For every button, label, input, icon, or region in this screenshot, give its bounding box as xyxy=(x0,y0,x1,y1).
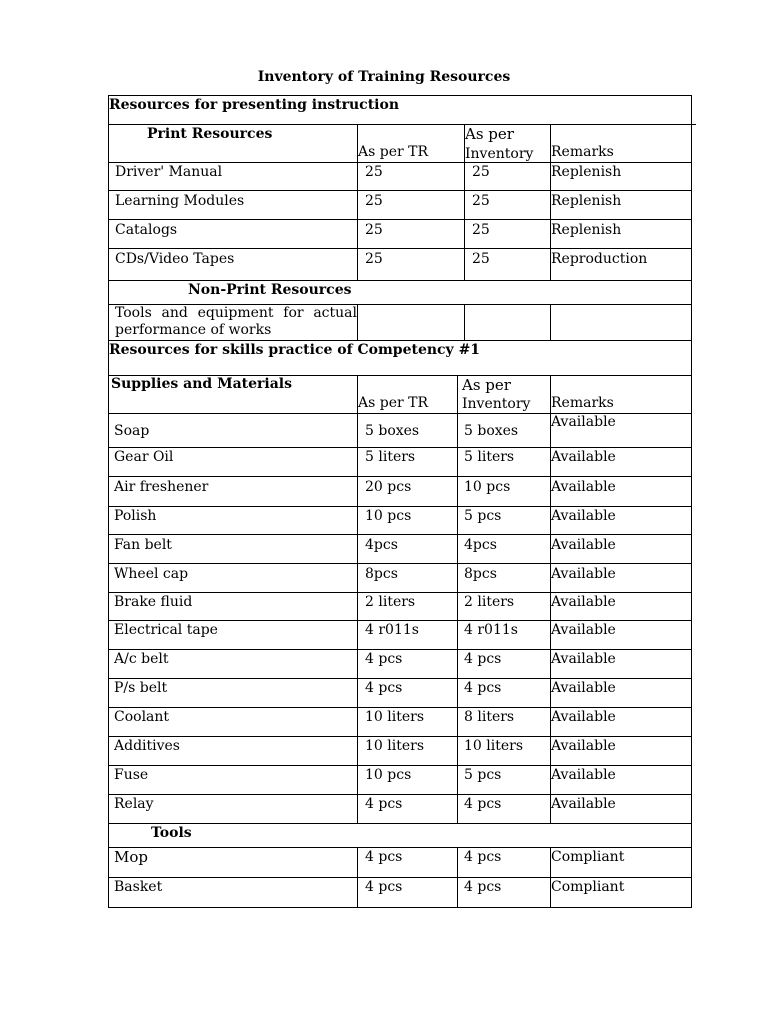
remarks-cell: Compliant xyxy=(551,849,625,865)
inventory-cell: 10 liters xyxy=(464,738,524,754)
item-cell: Gear Oil xyxy=(114,449,174,465)
rule xyxy=(357,375,358,823)
remarks-cell: Available xyxy=(551,738,616,754)
subsection-heading: Tools xyxy=(151,825,192,841)
inventory-cell: 5 pcs xyxy=(464,508,502,524)
inventory-cell: 4 pcs xyxy=(464,651,502,667)
rule xyxy=(108,162,692,163)
rule xyxy=(108,190,692,191)
inventory-cell: 8 liters xyxy=(464,709,515,725)
item-cell: CDs/Video Tapes xyxy=(115,251,235,267)
rule xyxy=(108,340,692,341)
tr-cell: 4 pcs xyxy=(365,651,403,667)
remarks-cell: Available xyxy=(551,709,616,725)
remarks-cell: Replenish xyxy=(551,222,622,238)
inventory-cell: 25 xyxy=(472,193,490,209)
tr-cell: 2 liters xyxy=(365,594,416,610)
tr-cell: 4 pcs xyxy=(365,879,403,895)
remarks-cell: Available xyxy=(551,479,616,495)
item-cell: Basket xyxy=(114,879,163,895)
rule xyxy=(464,304,465,340)
item-cell: Driver' Manual xyxy=(115,164,223,180)
tr-cell: 25 xyxy=(365,251,383,267)
inventory-cell: 5 pcs xyxy=(464,767,502,783)
inventory-cell: 4 pcs xyxy=(464,879,502,895)
rule xyxy=(108,649,692,650)
inventory-cell: 4 r011s xyxy=(464,622,518,638)
remarks-cell: Available xyxy=(551,594,616,610)
rule xyxy=(108,447,692,448)
rule xyxy=(108,823,692,824)
tr-cell: 20 pcs xyxy=(365,479,412,495)
item-cell: Soap xyxy=(114,423,150,439)
inventory-cell: 4 pcs xyxy=(464,849,502,865)
item-cell: Relay xyxy=(114,796,154,812)
column-header-inventory: Inventory xyxy=(462,396,531,412)
item-cell: P/s belt xyxy=(114,680,168,696)
column-header-remarks: Remarks xyxy=(551,144,614,160)
rule xyxy=(108,506,692,507)
rule xyxy=(550,304,551,340)
rule xyxy=(108,877,692,878)
remarks-cell: Available xyxy=(551,796,616,812)
inventory-cell: 10 pcs xyxy=(464,479,511,495)
item-cell: Wheel cap xyxy=(114,566,189,582)
column-header-tr: As per TR xyxy=(358,144,429,160)
rule xyxy=(108,678,692,679)
rule xyxy=(357,847,358,907)
column-header-tr: As per TR xyxy=(358,395,429,411)
rule xyxy=(108,476,692,477)
tr-cell: 5 liters xyxy=(365,449,416,465)
tr-cell: 10 pcs xyxy=(365,508,412,524)
rule xyxy=(691,95,692,908)
inventory-cell: 4 pcs xyxy=(464,796,502,812)
subsection-heading: Supplies and Materials xyxy=(111,376,292,392)
remarks-cell: Available xyxy=(551,414,616,430)
rule xyxy=(108,219,692,220)
subsection-heading: Non-Print Resources xyxy=(188,282,352,298)
tr-cell: 10 pcs xyxy=(365,767,412,783)
rule xyxy=(108,707,692,708)
remarks-cell: Available xyxy=(551,680,616,696)
inventory-cell: 4 pcs xyxy=(464,680,502,696)
remarks-cell: Available xyxy=(551,449,616,465)
remarks-cell: Available xyxy=(551,767,616,783)
rule xyxy=(108,847,692,848)
rule xyxy=(108,124,696,125)
item-cell: Catalogs xyxy=(115,222,178,238)
tr-cell: 4 pcs xyxy=(365,680,403,696)
item-cell: Brake fluid xyxy=(114,594,193,610)
rule xyxy=(108,563,692,564)
column-header-inventory: As per xyxy=(465,125,514,143)
item-cell: Mop xyxy=(114,848,148,866)
rule xyxy=(108,794,692,795)
item-cell: Fan belt xyxy=(114,537,172,553)
rule xyxy=(457,375,458,823)
remarks-cell: Available xyxy=(551,508,616,524)
tr-cell: 4 pcs xyxy=(365,796,403,812)
inventory-cell: 8pcs xyxy=(464,566,497,582)
inventory-cell: 25 xyxy=(472,164,490,180)
column-header-inventory: Inventory xyxy=(465,146,534,162)
remarks-cell: Replenish xyxy=(551,164,622,180)
remarks-cell: Available xyxy=(551,537,616,553)
tr-cell: 4pcs xyxy=(365,537,398,553)
rule xyxy=(108,736,692,737)
rule xyxy=(108,765,692,766)
rule xyxy=(108,280,692,281)
column-header-inventory: As per xyxy=(462,376,511,394)
inventory-cell: 2 liters xyxy=(464,594,515,610)
remarks-cell: Reproduction xyxy=(551,251,648,267)
remarks-cell: Available xyxy=(551,651,616,667)
subsection-heading: Print Resources xyxy=(147,126,273,142)
tr-cell: 25 xyxy=(365,193,383,209)
tr-cell: 10 liters xyxy=(365,738,425,754)
inventory-cell: 5 liters xyxy=(464,449,515,465)
rule xyxy=(108,534,692,535)
remarks-cell: Compliant xyxy=(551,879,625,895)
item-cell: Coolant xyxy=(114,709,170,725)
remarks-cell: Replenish xyxy=(551,193,622,209)
inventory-cell: 4pcs xyxy=(464,537,497,553)
rule xyxy=(108,95,692,96)
item-cell: Tools and equipment for actual xyxy=(115,305,357,321)
remarks-cell: Available xyxy=(551,566,616,582)
tr-cell: 25 xyxy=(365,164,383,180)
section-heading: Resources for presenting instruction xyxy=(109,97,400,113)
column-header-remarks: Remarks xyxy=(551,395,614,411)
document-title: Inventory of Training Resources xyxy=(257,69,511,85)
item-cell: Fuse xyxy=(114,767,149,783)
inventory-cell: 5 boxes xyxy=(464,423,519,439)
rule xyxy=(108,592,692,593)
tr-cell: 10 liters xyxy=(365,709,425,725)
inventory-cell: 25 xyxy=(472,222,490,238)
item-cell: Learning Modules xyxy=(115,193,245,209)
item-cell: performance of works xyxy=(115,322,272,338)
tr-cell: 25 xyxy=(365,222,383,238)
tr-cell: 4 r011s xyxy=(365,622,419,638)
item-cell: Air freshener xyxy=(114,479,209,495)
tr-cell: 4 pcs xyxy=(365,849,403,865)
tr-cell: 5 boxes xyxy=(365,423,420,439)
item-cell: A/c belt xyxy=(114,651,169,667)
rule xyxy=(108,620,692,621)
item-cell: Electrical tape xyxy=(114,622,218,638)
tr-cell: 8pcs xyxy=(365,566,398,582)
rule xyxy=(457,847,458,907)
remarks-cell: Available xyxy=(551,622,616,638)
rule xyxy=(108,248,692,249)
rule xyxy=(357,304,358,340)
inventory-cell: 25 xyxy=(472,251,490,267)
item-cell: Additives xyxy=(114,738,180,754)
section-heading: Resources for skills practice of Competency #1 xyxy=(109,342,481,358)
item-cell: Polish xyxy=(114,508,157,524)
rule xyxy=(108,95,109,908)
rule xyxy=(108,907,692,908)
